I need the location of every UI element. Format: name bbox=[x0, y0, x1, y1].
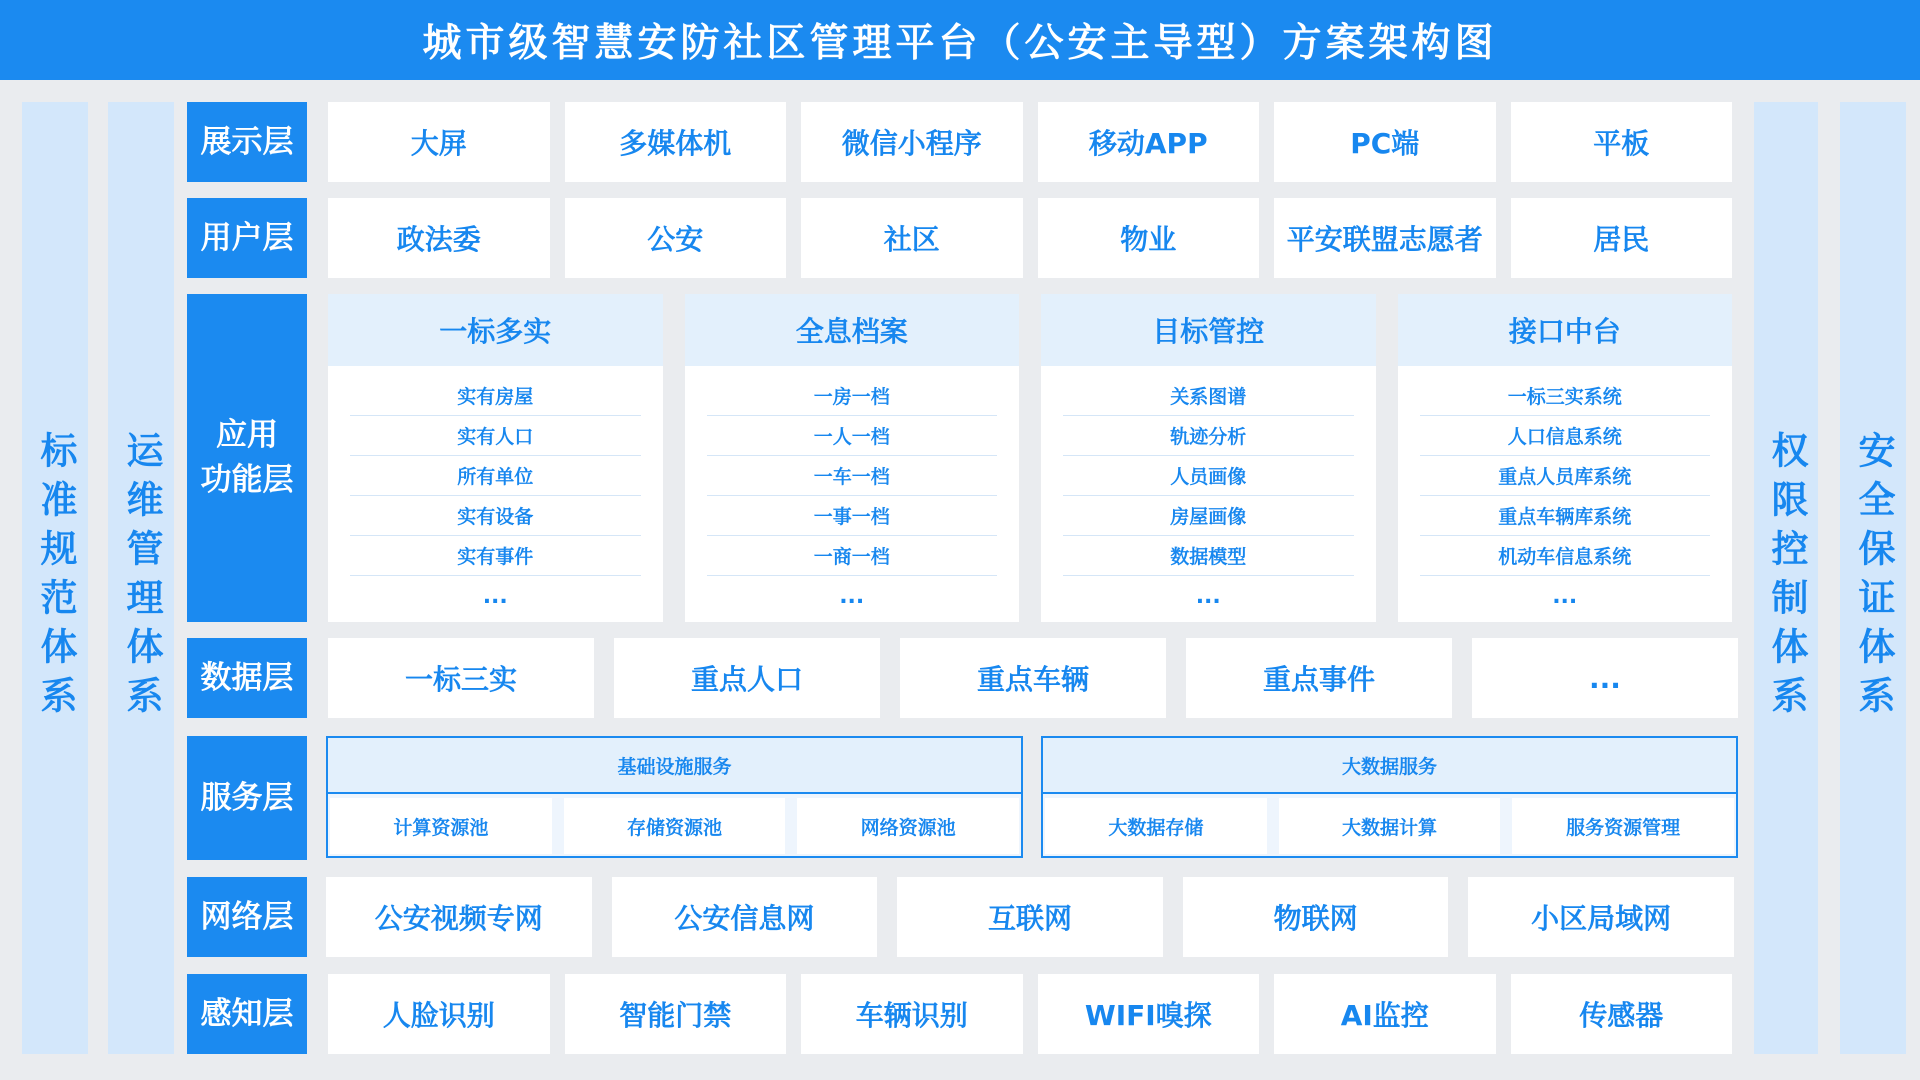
function-item: 数据模型 bbox=[1063, 536, 1354, 576]
data-item: 重点人口 bbox=[614, 638, 880, 718]
network-item: 物联网 bbox=[1183, 877, 1449, 957]
function-panel bbox=[685, 294, 1020, 622]
data-item: 重点事件 bbox=[1186, 638, 1452, 718]
display-layer-row bbox=[328, 102, 1732, 182]
display-item: 移动APP bbox=[1038, 102, 1260, 182]
perception-item: WIFI嗅探 bbox=[1038, 974, 1260, 1054]
display-item: 微信小程序 bbox=[801, 102, 1023, 182]
pillar-label: 安全保证体系 bbox=[1852, 431, 1895, 725]
layer-label-data: 数据层 bbox=[187, 638, 307, 718]
function-item: 一房一档 bbox=[707, 376, 998, 416]
perception-item: 传感器 bbox=[1511, 974, 1733, 1054]
layer-label-user: 用户层 bbox=[187, 198, 307, 278]
function-item-more: ... bbox=[1552, 583, 1578, 609]
function-panel bbox=[328, 294, 663, 622]
data-layer-row bbox=[328, 638, 1738, 718]
user-item: 公安 bbox=[565, 198, 787, 278]
service-group-items bbox=[1043, 794, 1736, 856]
perception-item: AI监控 bbox=[1274, 974, 1496, 1054]
function-panel-list bbox=[1041, 366, 1376, 616]
function-item: 实有事件 bbox=[350, 536, 641, 576]
function-item: 房屋画像 bbox=[1063, 496, 1354, 536]
layer-label-service: 服务层 bbox=[187, 736, 307, 860]
function-item: 重点人员库系统 bbox=[1420, 456, 1711, 496]
user-item: 政法委 bbox=[328, 198, 550, 278]
page-title: 城市级智慧安防社区管理平台（公安主导型）方案架构图 bbox=[0, 0, 1920, 80]
service-item: 大数据存储 bbox=[1045, 798, 1267, 854]
function-item: 关系图谱 bbox=[1063, 376, 1354, 416]
layer-label-application bbox=[187, 294, 307, 622]
network-item: 互联网 bbox=[897, 877, 1163, 957]
perception-layer-row bbox=[328, 974, 1732, 1054]
service-group-title: 大数据服务 bbox=[1043, 738, 1736, 794]
network-item: 公安信息网 bbox=[612, 877, 878, 957]
service-item: 计算资源池 bbox=[330, 798, 552, 854]
function-item: 轨迹分析 bbox=[1063, 416, 1354, 456]
function-item: 实有设备 bbox=[350, 496, 641, 536]
data-item: 重点车辆 bbox=[900, 638, 1166, 718]
user-item: 社区 bbox=[801, 198, 1023, 278]
user-item: 居民 bbox=[1511, 198, 1733, 278]
pillar-label: 标准规范体系 bbox=[34, 431, 77, 725]
network-item: 小区局域网 bbox=[1468, 877, 1734, 957]
function-item: 一车一档 bbox=[707, 456, 998, 496]
function-item-more: ... bbox=[1195, 583, 1221, 609]
service-group-bigdata bbox=[1041, 736, 1738, 858]
function-panel-list bbox=[1398, 366, 1733, 616]
display-item: PC端 bbox=[1274, 102, 1496, 182]
function-panel-title: 接口中台 bbox=[1398, 294, 1733, 366]
perception-item: 人脸识别 bbox=[328, 974, 550, 1054]
layer-label-perception: 感知层 bbox=[187, 974, 307, 1054]
function-item: 一标三实系统 bbox=[1420, 376, 1711, 416]
user-item: 物业 bbox=[1038, 198, 1260, 278]
service-item: 大数据计算 bbox=[1279, 798, 1501, 854]
function-item: 实有房屋 bbox=[350, 376, 641, 416]
service-item: 服务资源管理 bbox=[1512, 798, 1734, 854]
function-panel-title: 全息档案 bbox=[685, 294, 1020, 366]
function-item: 人员画像 bbox=[1063, 456, 1354, 496]
pillar-standards bbox=[22, 102, 88, 1054]
pillar-permissions bbox=[1754, 102, 1818, 1054]
service-group-infrastructure bbox=[326, 736, 1023, 858]
function-item: 一事一档 bbox=[707, 496, 998, 536]
pillar-security bbox=[1840, 102, 1906, 1054]
layer-label-display: 展示层 bbox=[187, 102, 307, 182]
data-item-more: ... bbox=[1472, 638, 1738, 718]
network-layer-row bbox=[326, 877, 1734, 957]
function-panel-title: 一标多实 bbox=[328, 294, 663, 366]
display-item: 多媒体机 bbox=[565, 102, 787, 182]
data-item: 一标三实 bbox=[328, 638, 594, 718]
layer-label-network: 网络层 bbox=[187, 877, 307, 957]
service-group-items bbox=[328, 794, 1021, 856]
function-item: 一人一档 bbox=[707, 416, 998, 456]
function-panel-list bbox=[685, 366, 1020, 616]
pillar-label: 运维管理体系 bbox=[120, 431, 163, 725]
service-item: 存储资源池 bbox=[564, 798, 786, 854]
function-panel bbox=[1041, 294, 1376, 622]
service-group-title: 基础设施服务 bbox=[328, 738, 1021, 794]
display-item: 平板 bbox=[1511, 102, 1733, 182]
display-item: 大屏 bbox=[328, 102, 550, 182]
function-item: 机动车信息系统 bbox=[1420, 536, 1711, 576]
user-item: 平安联盟志愿者 bbox=[1274, 198, 1496, 278]
perception-item: 车辆识别 bbox=[801, 974, 1023, 1054]
perception-item: 智能门禁 bbox=[565, 974, 787, 1054]
application-layer-row bbox=[328, 294, 1732, 622]
function-panel-title: 目标管控 bbox=[1041, 294, 1376, 366]
function-item: 一商一档 bbox=[707, 536, 998, 576]
function-item: 重点车辆库系统 bbox=[1420, 496, 1711, 536]
service-item: 网络资源池 bbox=[797, 798, 1019, 854]
function-item: 实有人口 bbox=[350, 416, 641, 456]
function-panel bbox=[1398, 294, 1733, 622]
pillar-label: 权限控制体系 bbox=[1765, 431, 1808, 725]
service-layer-row bbox=[326, 736, 1738, 858]
function-item-more: ... bbox=[482, 583, 508, 609]
user-layer-row bbox=[328, 198, 1732, 278]
application-label-line2: 功能层 bbox=[200, 462, 294, 498]
function-item: 所有单位 bbox=[350, 456, 641, 496]
pillar-operations bbox=[108, 102, 174, 1054]
application-label-line1: 应用 bbox=[216, 417, 278, 454]
function-item-more: ... bbox=[839, 583, 865, 609]
function-panel-list bbox=[328, 366, 663, 616]
network-item: 公安视频专网 bbox=[326, 877, 592, 957]
function-item: 人口信息系统 bbox=[1420, 416, 1711, 456]
